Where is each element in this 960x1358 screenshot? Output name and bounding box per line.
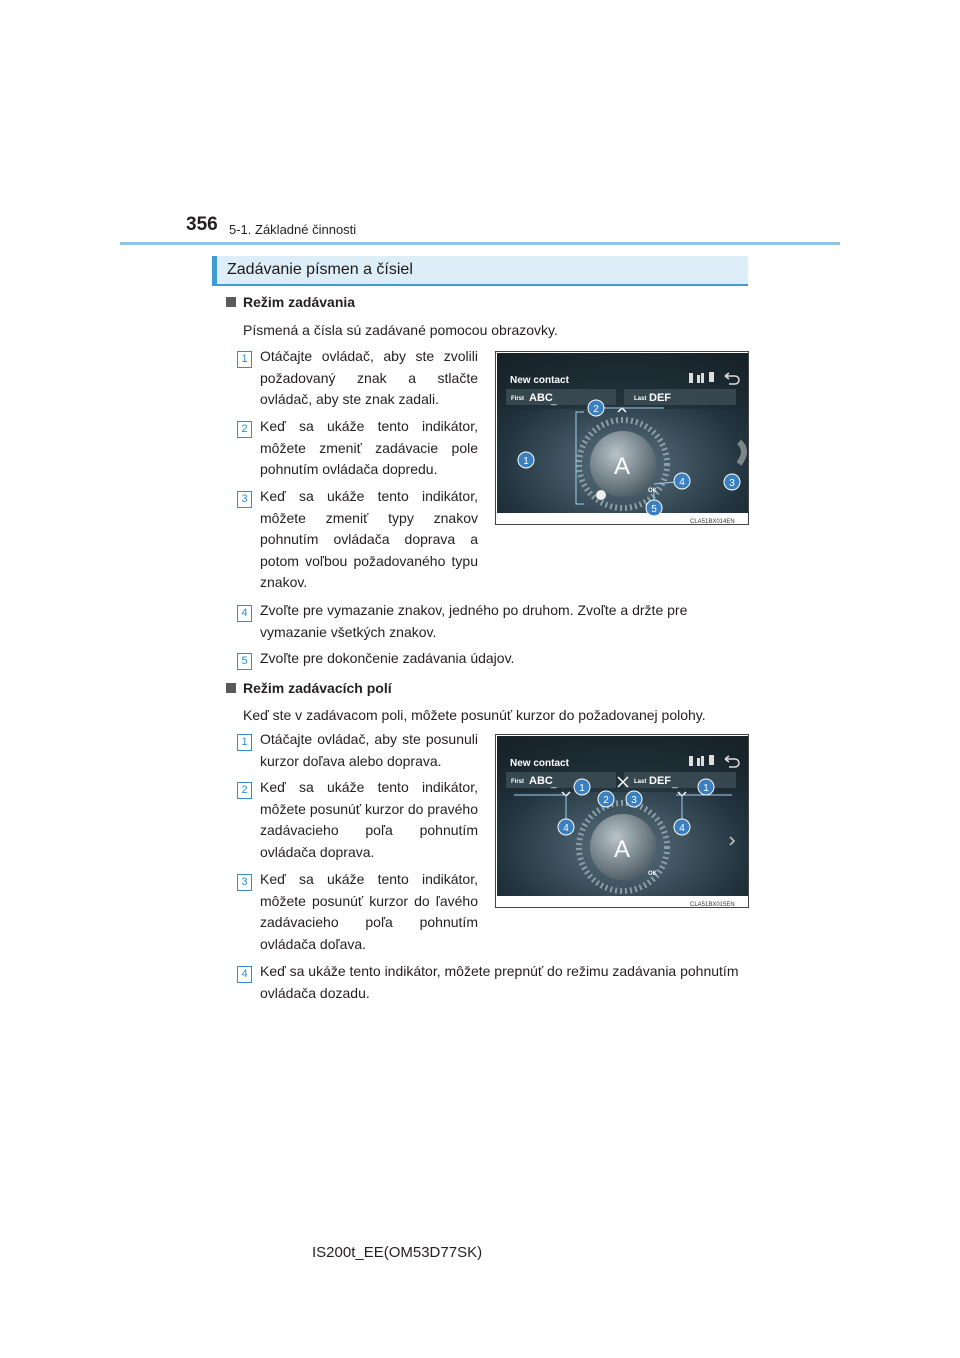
screen-title: New contact [510, 758, 569, 769]
svg-text:_: _ [551, 778, 557, 789]
step-number: 4 [237, 605, 252, 622]
last-label: Last [634, 396, 647, 402]
callout-4-right [674, 819, 690, 835]
callout-2 [588, 400, 604, 416]
section-header [212, 256, 748, 286]
first-label: First [511, 779, 525, 785]
figure-code: CLA51BX015EN [690, 902, 735, 908]
screenshot-field-mode [495, 734, 749, 908]
chapter-title: 5-1. Základné činnosti [229, 222, 357, 237]
subheading-text: Režim zadávacích polí [243, 680, 392, 696]
square-bullet-icon [226, 683, 236, 693]
step-number: 1 [237, 351, 252, 368]
header-rule [120, 242, 840, 245]
step-number: 4 [237, 966, 252, 983]
svg-text:3: 3 [729, 478, 735, 489]
screenshot-input-mode [495, 351, 749, 525]
step-text: Keď sa ukáže tento indikátor, môžete zmeniť zadávacie pole pohnutím ovládača dopredu. [260, 418, 478, 477]
step-text: Keď sa ukáže tento indikátor, môžete prepnúť do režimu zadávania pohnutím ovládača dozadu. [260, 963, 739, 1001]
section-title: Zadávanie písmen a čísiel [227, 261, 413, 278]
ok-label: OK [648, 488, 657, 494]
svg-text:2: 2 [603, 795, 609, 806]
svg-text:_: _ [551, 395, 557, 406]
first-label: First [511, 396, 525, 402]
first-value: ABC [529, 392, 553, 404]
ok-label: OK [648, 871, 657, 877]
intro-text: Keď ste v zadávacom poli, môžete posunúť kurzor do požadovanej polohy. [243, 707, 706, 723]
subheading-text: Režim zadávania [243, 294, 356, 310]
document-code: IS200t_EE(OM53D77SK) [312, 1244, 483, 1261]
page-number: 356 [186, 214, 218, 235]
step-number: 5 [237, 653, 252, 670]
svg-text:_: _ [672, 778, 678, 789]
svg-text:4: 4 [563, 823, 569, 834]
svg-text:1: 1 [523, 456, 529, 467]
callout-3 [626, 791, 642, 807]
callout-5 [646, 500, 662, 516]
intro-text: Písmená a čísla sú zadávané pomocou obrazovky. [243, 322, 558, 338]
last-label: Last [634, 779, 647, 785]
svg-text:3: 3 [631, 795, 637, 806]
step-text: Keď sa ukáže tento indikátor, môžete zmeniť typy znakov pohnutím ovládača doprava a potom voľbou požadovaného typu znakov. [260, 488, 478, 590]
last-value: DEF [649, 392, 671, 404]
svg-text:1: 1 [579, 783, 585, 794]
step-number: 3 [237, 874, 252, 891]
callout-4-left [558, 819, 574, 835]
first-value: ABC [529, 775, 553, 787]
center-letter: A [614, 453, 631, 480]
callout-3 [724, 474, 740, 490]
center-letter: A [614, 836, 631, 863]
screen-title: New contact [510, 375, 569, 386]
svg-text:4: 4 [679, 477, 685, 488]
square-bullet-icon [226, 297, 236, 307]
step-number: 2 [237, 782, 252, 799]
svg-text:5: 5 [651, 504, 657, 515]
svg-text:4: 4 [679, 823, 685, 834]
step-text: Otáčajte ovládač, aby ste zvolili požadovaný znak a stlačte ovládač, aby ste znak zadali. [260, 348, 478, 407]
svg-text:1: 1 [703, 783, 709, 794]
step-number: 1 [237, 734, 252, 751]
figure-code: CLA51BX014EN [690, 519, 735, 525]
step-text: Zvoľte pre vymazanie znakov, jedného po druhom. Zvoľte a držte pre vymazanie všetkých znakov. [260, 602, 688, 640]
callout-1-left [574, 779, 590, 795]
step-number: 2 [237, 421, 252, 438]
step-text: Otáčajte ovládač, aby ste posunuli kurzor doľava alebo doprava. [260, 731, 478, 769]
subheading-input-mode [226, 294, 355, 310]
step-number: 3 [237, 491, 252, 508]
svg-text:2: 2 [593, 404, 599, 415]
callout-2 [598, 791, 614, 807]
callout-4 [674, 473, 690, 489]
step-text: Zvoľte pre dokončenie zadávania údajov. [260, 650, 515, 666]
step-text: Keď sa ukáže tento indikátor, môžete posunúť kurzor do pravého zadávacieho poľa pohnutím ovládača doprava. [260, 779, 478, 860]
step-text: Keď sa ukáže tento indikátor, môžete posunúť kurzor do ľavého zadávacieho poľa pohnutím ovládača doľava. [260, 871, 478, 952]
last-value: DEF [649, 775, 671, 787]
callout-1 [518, 452, 534, 468]
callout-1-right [698, 779, 714, 795]
subheading-field-mode [226, 680, 392, 696]
